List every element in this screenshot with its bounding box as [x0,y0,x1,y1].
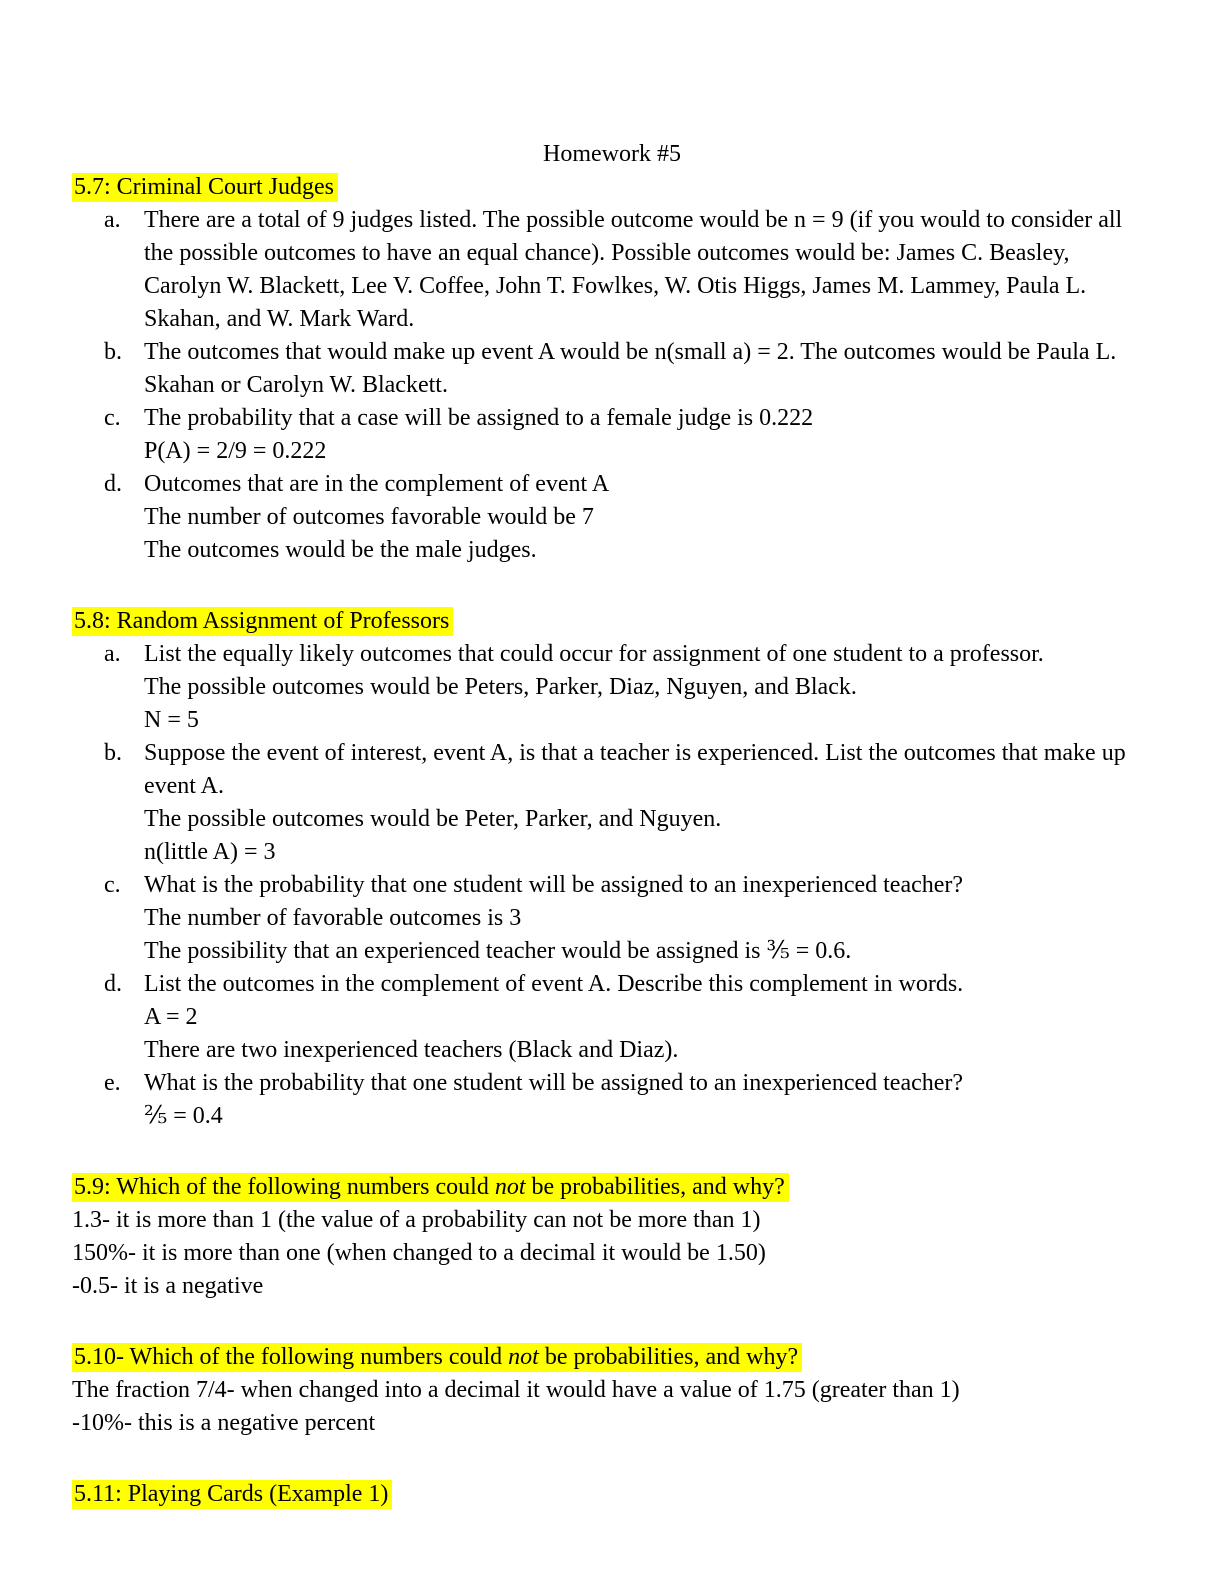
answer-line: What is the probability that one student will be assigned to an inexperienced teacher? [144,872,964,898]
document-title: Homework #5 [543,141,681,167]
list-item-c [72,869,1152,968]
list-marker: c. [104,872,121,898]
list-item-body [144,869,1152,968]
list-marker: d. [104,471,122,497]
heading-text: 5.8: Random Assignment of Professors [74,608,450,634]
answer-line: The possibility that an experienced teacher would be assigned is ⅗ = 0.6. [144,938,852,964]
section-5-7 [72,171,1152,567]
list-marker: d. [104,971,122,997]
list-item-d [72,468,1152,567]
answer-line: Skahan or Carolyn W. Blackett. [144,372,448,398]
answer-line: Outcomes that are in the complement of event A [144,471,610,497]
section-5-8-heading [72,605,1152,638]
highlighted-heading [72,1480,392,1509]
section-5-10-heading [72,1341,1152,1374]
answer-line: event A. [144,773,224,799]
answer-line: What is the probability that one student will be assigned to an inexperienced teacher? [144,1070,964,1096]
list-marker: c. [104,405,121,431]
highlighted-heading [72,1173,789,1202]
answer-line: The possible outcomes would be Peters, Parker, Diaz, Nguyen, and Black. [144,674,857,700]
answer-line: The number of outcomes favorable would be 7 [144,504,594,530]
section-5-8 [72,605,1152,1133]
list-item-e [72,1067,1152,1133]
answer-line: There are two inexperienced teachers (Black and Diaz). [144,1037,679,1063]
answer-line: 150%- it is more than one (when changed to a decimal it would be 1.50) [72,1240,766,1266]
answer-line: the possible outcomes to have an equal chance). Possible outcomes would be: James C. Beasley, [144,240,1070,266]
list-marker: a. [104,207,121,233]
heading-italic-text: not [494,1174,526,1200]
list-marker: b. [104,740,122,766]
answer-line: 1.3- it is more than 1 (the value of a probability can not be more than 1) [72,1207,761,1233]
list-item-body [144,402,1152,468]
section-5-9 [72,1171,1152,1303]
list-item-b [72,737,1152,869]
highlighted-heading [72,607,453,636]
answer-line: A = 2 [144,1004,198,1030]
section-5-11-heading [72,1478,1152,1511]
heading-text-after: be probabilities, and why? [538,1344,799,1370]
list-marker: b. [104,339,122,365]
list-item-body [144,1067,1152,1133]
heading-text: 5.7: Criminal Court Judges [74,174,334,200]
answer-line: The possible outcomes would be Peter, Parker, and Nguyen. [144,806,722,832]
answer-line: Skahan, and W. Mark Ward. [144,306,415,332]
section-5-9-heading [72,1171,1152,1204]
list-item-body [144,737,1152,869]
answer-line: The fraction 7/4- when changed into a decimal it would have a value of 1.75 (greater than 1) [72,1377,960,1403]
answer-line: -10%- this is a negative percent [72,1410,376,1436]
heading-text-after: be probabilities, and why? [525,1174,785,1200]
answer-line: ⅖ = 0.4 [144,1103,223,1129]
answer-line: List the outcomes in the complement of event A. Describe this complement in words. [144,971,964,997]
answer-line: The probability that a case will be assigned to a female judge is 0.222 [144,405,814,431]
heading-italic-text: not [508,1344,539,1370]
list-marker: a. [104,641,121,667]
list-item-body [144,638,1152,737]
heading-text: 5.10- Which of the following numbers could [74,1344,509,1370]
answer-line: n(little A) = 3 [144,839,276,865]
answer-line: Carolyn W. Blackett, Lee V. Coffee, John T. Fowlkes, W. Otis Higgs, James M. Lammey, Paula L. [144,273,1087,299]
answer-line: The number of favorable outcomes is 3 [144,905,522,931]
heading-text: 5.11: Playing Cards (Example 1) [74,1481,389,1507]
answer-line: The outcomes that would make up event A would be n(small a) = 2. The outcomes would be Paula L. [144,339,1117,365]
answer-line: List the equally likely outcomes that could occur for assignment of one student to a professor. [144,641,1044,667]
list-item-a [72,638,1152,737]
list-item-c [72,402,1152,468]
highlighted-heading [72,1343,802,1372]
answer-line: P(A) = 2/9 = 0.222 [144,438,327,464]
answer-line: Suppose the event of interest, event A, is that a teacher is experienced. List the outcomes that make up [144,740,1126,766]
list-item-d [72,968,1152,1067]
list-item-body [144,968,1152,1067]
list-item-body [144,204,1152,336]
answer-line: -0.5- it is a negative [72,1273,264,1299]
answer-line: N = 5 [144,707,199,733]
list-marker: e. [104,1070,121,1096]
list-item-body [144,468,1152,567]
section-5-7-heading [72,171,1152,204]
answer-line: There are a total of 9 judges listed. The possible outcome would be n = 9 (if you would to consider all [144,207,1123,233]
section-5-10 [72,1341,1152,1440]
list-item-a [72,204,1152,336]
section-5-11 [72,1478,1152,1511]
list-item-b [72,336,1152,402]
highlighted-heading [72,173,338,202]
heading-text: 5.9: Which of the following numbers could [74,1174,495,1200]
list-item-body [144,336,1152,402]
answer-line: The outcomes would be the male judges. [144,537,537,563]
